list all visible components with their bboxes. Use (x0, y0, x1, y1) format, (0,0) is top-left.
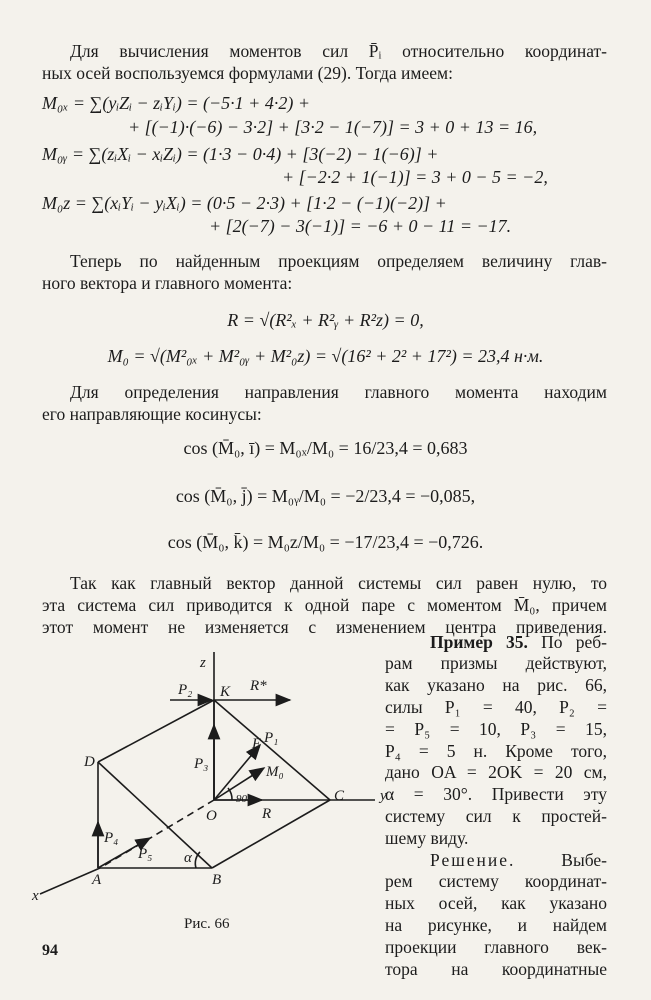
intro-line-2: ных осей воспользуемся формулами (29). Тогда имеем: (42, 63, 453, 83)
para3-line-2: его направляющие косинусы: (42, 404, 262, 424)
para2-line-1: Теперь по найденным проекциям определяем величину глав- (70, 251, 607, 271)
moment-y-line-2: + [−2·2 + 1(−1)] = 3 + 0 − 5 = −2, (282, 167, 548, 187)
page-number: 94 (42, 942, 58, 959)
label-K: K (220, 684, 231, 700)
edge-KD (98, 700, 214, 762)
intro-line-1: Для вычисления моментов сил P̄ᵢ относительно координат- (70, 41, 607, 61)
solution-line-6: тора на координатные (385, 959, 607, 979)
cosine-j: cos (M̄₀, j̄) = M₀ᵧ/M₀ = −2/23,4 = −0,085, (175, 486, 476, 506)
label-O: O (206, 808, 217, 824)
example-line-3: как указано на рис. 66, (385, 675, 607, 695)
moment-y-line-1: M₀ᵧ = ∑(zᵢXᵢ − xᵢZᵢ) = (1·3 − 0·4) + [3(−2) − 1(−6)] + (42, 144, 439, 164)
label-D: D (84, 754, 95, 770)
example-line-5: = P₅ = 10, P₃ = 15, (385, 719, 607, 739)
para2-line-2: ного вектора и главного момента: (42, 273, 293, 293)
cosine-i: cos (M̄₀, ī) = M₀ₓ/M₀ = 16/23,4 = 0,683 (183, 438, 468, 458)
cosine-k: cos (M̄₀, k̄) = M₀z/M₀ = −17/23,4 = −0,726. (167, 532, 484, 552)
example-line-8: α = 30°. Привести эту (385, 784, 607, 804)
label-P3: P₃ (194, 756, 209, 772)
label-P1: P₁ (264, 730, 279, 746)
x-axis (40, 868, 100, 894)
label-P5: P₅ (138, 846, 153, 862)
moment-x-line-1: M₀ₓ = ∑(yᵢZᵢ − zᵢYᵢ) = (−5·1 + 4·2) + (42, 93, 310, 113)
edge-DB (98, 762, 212, 868)
label-A: A (92, 872, 102, 888)
label-90deg: 90° (236, 793, 252, 805)
label-y: y (380, 788, 387, 804)
moment-z-line-2: + [2(−7) − 3(−1)] = −6 + 0 − 11 = −17. (209, 216, 512, 236)
para4-line-2: эта система сил приводится к одной паре с моментом M̄₀, причем (42, 595, 607, 615)
solution-line-2: рем систему координат- (385, 871, 607, 891)
label-C: C (334, 788, 345, 804)
example-line-9: систему сил к простей- (385, 806, 607, 826)
example-line-4: силы P₁ = 40, P₂ = (385, 697, 607, 717)
solution-line-3: ных осей, как указано (385, 893, 607, 913)
solution-line-4: на рисунке, и найдем (385, 915, 607, 935)
angle-alpha-arc (195, 852, 200, 868)
label-R: R (262, 806, 272, 822)
example-title: Пример 35. (430, 632, 528, 652)
figure-caption: Рис. 66 (184, 916, 230, 932)
label-B: B (212, 872, 222, 888)
solution-line-1: Выбе- (561, 850, 607, 870)
para3-line-1: Для определения направления главного момента находим (70, 382, 607, 402)
label-z: z (200, 655, 206, 671)
solution-line-5: проекции главного век- (385, 937, 607, 957)
formula-main-moment: M₀ = √(M²₀ₓ + M²₀ᵧ + M²₀z) = √(16² + 2² + 17²) = 23,4 н·м. (107, 346, 544, 366)
moment-z-line-1: M₀z = ∑(xᵢYᵢ − yᵢXᵢ) = (0·5 − 2·3) + [1·2 − (−1)(−2)] + (42, 193, 447, 213)
example-line-2: рам призмы действуют, (385, 653, 607, 673)
example-line-1: По реб- (541, 632, 608, 652)
para4-line-1: Так как главный вектор данной системы сил равен нулю, то (70, 573, 607, 593)
formula-main-vector: R = √(R²ₓ + R²ᵧ + R²z) = 0, (227, 310, 424, 330)
moment-x-line-2: + [(−1)·(−6) − 3·2] + [3·2 − 1(−7)] = 3 + 0 + 13 = 16, (128, 117, 538, 137)
example-line-7: дано OA = 2OK = 20 см, (385, 762, 607, 782)
example-line-10: шему виду. (385, 828, 469, 848)
label-x: x (32, 888, 39, 904)
label-M0: M₀ (266, 764, 284, 780)
solution-title: Решение. (430, 850, 516, 870)
label-E: E (252, 736, 262, 752)
para4-line-3: этот момент не изменяется с изменением центра приведения. (42, 617, 607, 637)
label-alpha: α (184, 850, 192, 866)
label-R-star: R* (250, 678, 267, 694)
label-P2: P₂ (178, 682, 193, 698)
edge-KC (214, 700, 330, 800)
force-P1 (214, 745, 260, 800)
example-line-6: P₄ = 5 н. Кроме того, (385, 741, 607, 761)
label-P4: P₄ (104, 830, 119, 846)
